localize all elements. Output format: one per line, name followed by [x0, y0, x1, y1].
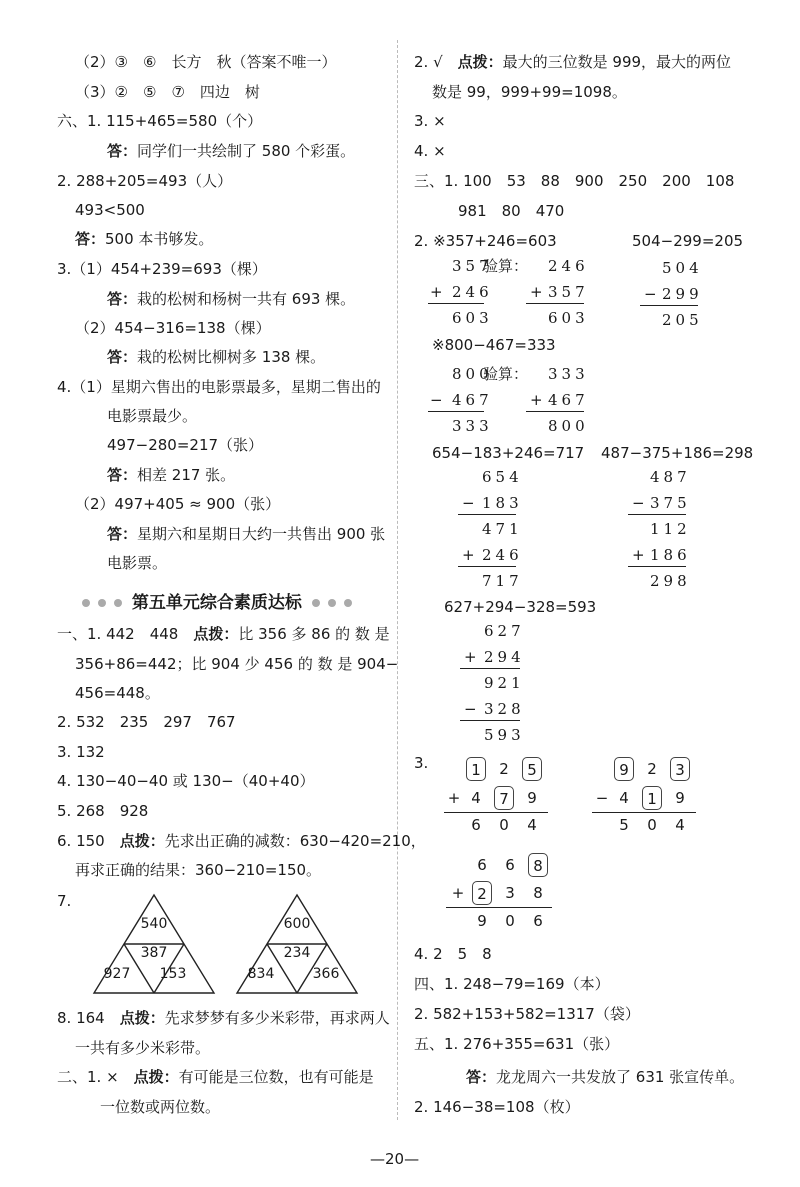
calc-result: 593 — [484, 726, 525, 744]
answer-line: 再求正确的结果：360−210=150。 — [75, 861, 322, 879]
calc-number: 471 — [482, 520, 523, 538]
boxed-digit: 2 — [472, 881, 492, 905]
answer-line: 3.（1）454+239=693（棵） — [57, 260, 267, 278]
answer-line — [107, 141, 355, 161]
calc-operator: − — [464, 700, 477, 718]
calc-result: 603 — [452, 309, 493, 327]
calc-number: 654 — [482, 468, 523, 486]
calc-number: 357 — [452, 257, 493, 275]
bullet-dot-icon — [312, 599, 320, 607]
calc-operator: − — [595, 789, 609, 807]
calc-line — [458, 514, 516, 515]
calc-result: 800 — [548, 417, 589, 435]
hint-label: 点拨： — [119, 1009, 165, 1027]
answer-line — [107, 465, 235, 485]
answer-line: （2）454−316=138（棵） — [75, 319, 271, 337]
answer-line: 五、1. 276+355=631（张） — [414, 1035, 620, 1053]
answer-line: 电影票最少。 — [107, 407, 198, 425]
answer-line: （2）497+405 ≈ 900（张） — [75, 495, 281, 513]
answer-line — [57, 831, 426, 851]
calc-operator: + — [447, 789, 461, 807]
answer-line: 2. 532 235 297 767 — [57, 713, 236, 731]
answer-line: 4.（1）星期六售出的电影票最多，星期二售出的 — [57, 378, 381, 396]
triangle-number: 540 — [140, 916, 168, 932]
calc-operator: + — [464, 648, 477, 666]
calc-line — [628, 566, 686, 567]
answer-line: 4. 130−40−40 或 130−（40+40） — [57, 772, 315, 790]
digit: 0 — [505, 912, 515, 930]
answer-line: 四、1. 248−79=169（本） — [414, 975, 610, 993]
digit: 3 — [505, 884, 515, 902]
answer-line: 456=448。 — [75, 684, 160, 702]
bullet-dot-icon — [344, 599, 352, 607]
verify-label: 验算： — [483, 257, 529, 275]
answer-label: 答： — [107, 142, 138, 160]
calc-number: 504 — [662, 259, 703, 277]
answer-line: 2. ※357+246=603 — [414, 232, 557, 250]
calc-number: 375 — [650, 494, 691, 512]
answer-line — [107, 289, 355, 309]
boxed-digit: 1 — [642, 786, 662, 810]
answer-line: 627+294−328=593 — [444, 598, 597, 616]
calc-operator: − — [462, 494, 475, 512]
digit: 9 — [675, 789, 685, 807]
digit: 0 — [647, 816, 657, 834]
calc-operator: + — [530, 283, 543, 301]
answer-label: 答： — [107, 290, 138, 308]
answer-text: 龙龙周六一共发放了 631 张宣传单。 — [496, 1068, 745, 1086]
digit: 8 — [533, 884, 543, 902]
bullet-dot-icon — [98, 599, 106, 607]
answer-text: 二、1. × — [57, 1068, 134, 1086]
digit: 5 — [619, 816, 629, 834]
column-divider — [397, 40, 398, 1120]
calc-line — [526, 303, 584, 304]
answer-label: 答： — [107, 348, 138, 366]
calc-operator: − — [632, 494, 645, 512]
digit: 4 — [619, 789, 629, 807]
answer-line: 487−375+186=298 — [601, 444, 754, 462]
answer-text: 星期六和星期日大约一共售出 900 张 — [137, 525, 386, 543]
digit: 6 — [533, 912, 543, 930]
calc-operator: + — [451, 884, 465, 902]
boxed-digit: 9 — [614, 757, 634, 781]
triangle-number: 366 — [312, 966, 340, 982]
calc-line — [446, 907, 552, 908]
answer-label: 答： — [466, 1068, 497, 1086]
calc-number: 328 — [484, 700, 525, 718]
digit: 2 — [647, 760, 657, 778]
answer-text: 先求梦梦有多少米彩带，再求两人 — [164, 1009, 390, 1027]
digit: 9 — [527, 789, 537, 807]
digit: 2 — [499, 760, 509, 778]
bullet-dot-icon — [114, 599, 122, 607]
answer-line: 4. 2 5 8 — [414, 945, 492, 963]
answer-line: 497−280=217（张） — [107, 436, 264, 454]
calc-number: 183 — [482, 494, 523, 512]
calc-result: 298 — [650, 572, 691, 590]
answer-line: 2. 582+153+582=1317（袋） — [414, 1005, 640, 1023]
answer-text: 先求出正确的减数：630−420=210， — [164, 832, 426, 850]
hint-label: 点拨： — [457, 53, 503, 71]
calc-number: 487 — [650, 468, 691, 486]
digit: 4 — [471, 789, 481, 807]
calc-number: 467 — [548, 391, 589, 409]
calc-number: 333 — [548, 365, 589, 383]
calc-line — [592, 812, 696, 813]
answer-line: 一共有多少米彩带。 — [75, 1039, 211, 1057]
calc-result: 717 — [482, 572, 523, 590]
calc-number: 246 — [482, 546, 523, 564]
answer-label: 答： — [75, 230, 106, 248]
answer-label: 答： — [107, 525, 138, 543]
answer-text: 相差 217 张。 — [137, 466, 236, 484]
answer-line: 3. — [414, 754, 429, 772]
calc-number: 112 — [650, 520, 691, 538]
answer-line: 504−299=205 — [632, 232, 744, 250]
answer-text: 有可能是三位数，也有可能是 — [178, 1068, 374, 1086]
calc-line — [428, 411, 484, 412]
answer-text: 栽的松树和杨树一共有 693 棵。 — [137, 290, 356, 308]
calc-number: 246 — [548, 257, 589, 275]
calc-operator: + — [462, 546, 475, 564]
calc-operator: − — [430, 391, 443, 409]
answer-text: 一、1. 442 448 — [57, 625, 194, 643]
answer-text: 栽的松树比柳树多 138 棵。 — [137, 348, 326, 366]
triangle-number: 600 — [283, 916, 311, 932]
calc-number: 246 — [452, 283, 493, 301]
calc-result: 205 — [662, 311, 703, 329]
calc-line — [460, 720, 520, 721]
hint-label: 点拨： — [133, 1068, 179, 1086]
answer-text: 6. 150 — [57, 832, 120, 850]
calc-operator: − — [644, 285, 657, 303]
triangle-number: 234 — [283, 945, 311, 961]
triangle-number: 153 — [159, 966, 187, 982]
answer-line: 2. 146−38=108（枚） — [414, 1098, 580, 1116]
answer-line — [57, 1008, 390, 1028]
digit: 9 — [477, 912, 487, 930]
boxed-digit: 7 — [494, 786, 514, 810]
answer-line: 981 80 470 — [458, 202, 565, 220]
answer-line — [107, 347, 325, 367]
digit: 4 — [527, 816, 537, 834]
answer-line — [107, 524, 385, 544]
answer-line: 356+86=442；比 904 少 456 的 数 是 904− — [75, 655, 399, 673]
answer-text: 2. √ — [414, 53, 458, 71]
calc-number: 299 — [662, 285, 703, 303]
answer-line — [75, 229, 213, 249]
calc-line — [458, 566, 516, 567]
calc-line — [428, 303, 484, 304]
hint-label: 点拨： — [119, 832, 165, 850]
calc-operator: + — [632, 546, 645, 564]
bullet-dot-icon — [328, 599, 336, 607]
answer-line — [466, 1067, 744, 1087]
answer-text: 同学们一共绘制了 580 个彩蛋。 — [137, 142, 356, 160]
boxed-digit: 5 — [522, 757, 542, 781]
answer-line — [414, 52, 731, 72]
page-number: —20— — [370, 1150, 420, 1168]
verify-label: 验算： — [483, 365, 529, 383]
boxed-digit: 8 — [528, 853, 548, 877]
calc-number: 357 — [548, 283, 589, 301]
calc-line — [628, 514, 686, 515]
calc-line — [444, 812, 548, 813]
calc-number: 800 — [452, 365, 493, 383]
answer-line: 7. — [57, 892, 72, 910]
digit: 6 — [477, 856, 487, 874]
digit: 6 — [505, 856, 515, 874]
answer-line: （2）③ ⑥ 长方 秋（答案不唯一） — [75, 53, 337, 71]
calc-number: 627 — [484, 622, 525, 640]
boxed-digit: 1 — [466, 757, 486, 781]
answer-line: 2. 288+205=493（人） — [57, 172, 233, 190]
triangle-number: 387 — [140, 945, 168, 961]
answer-line: 654−183+246=717 — [432, 444, 585, 462]
section-title — [78, 588, 356, 613]
answer-line: ※800−467=333 — [432, 336, 556, 354]
triangle-number: 834 — [247, 966, 275, 982]
calc-line — [526, 411, 584, 412]
calc-number: 921 — [484, 674, 525, 692]
answer-line: 3. 132 — [57, 743, 105, 761]
answer-line: 数是 99，999+99=1098。 — [432, 83, 627, 101]
boxed-digit: 3 — [670, 757, 690, 781]
calc-line — [640, 305, 698, 306]
calc-operator: + — [530, 391, 543, 409]
answer-text: 最大的三位数是 999，最大的两位 — [502, 53, 732, 71]
answer-text: 500 本书够发。 — [105, 230, 214, 248]
answer-label: 答： — [107, 466, 138, 484]
answer-line: 5. 268 928 — [57, 802, 149, 820]
calc-number: 467 — [452, 391, 493, 409]
answer-line: （3）② ⑤ ⑦ 四边 树 — [75, 83, 260, 101]
answer-line: 493<500 — [75, 201, 145, 219]
answer-line: 六、1. 115+465=580（个） — [57, 112, 263, 130]
calc-operator: + — [430, 283, 443, 301]
calc-line — [460, 668, 520, 669]
answer-line — [57, 624, 390, 644]
section-title-text: 第五单元综合素质达标 — [131, 593, 302, 613]
digit: 6 — [471, 816, 481, 834]
answer-line: 4. × — [414, 142, 446, 160]
triangle-number: 927 — [103, 966, 131, 982]
digit: 4 — [675, 816, 685, 834]
answer-text: 比 356 多 86 的 数 是 — [238, 625, 390, 643]
bullet-dot-icon — [82, 599, 90, 607]
answer-line: 三、1. 100 53 88 900 250 200 108 — [414, 172, 735, 190]
calc-result: 603 — [548, 309, 589, 327]
hint-label: 点拨： — [193, 625, 239, 643]
answer-line: 电影票。 — [107, 554, 168, 572]
calc-result: 333 — [452, 417, 493, 435]
digit: 0 — [499, 816, 509, 834]
calc-number: 186 — [650, 546, 691, 564]
calc-number: 294 — [484, 648, 525, 666]
answer-line: 3. × — [414, 112, 446, 130]
answer-line: 一位数或两位数。 — [100, 1098, 221, 1116]
answer-text: 8. 164 — [57, 1009, 120, 1027]
answer-line — [57, 1067, 374, 1087]
